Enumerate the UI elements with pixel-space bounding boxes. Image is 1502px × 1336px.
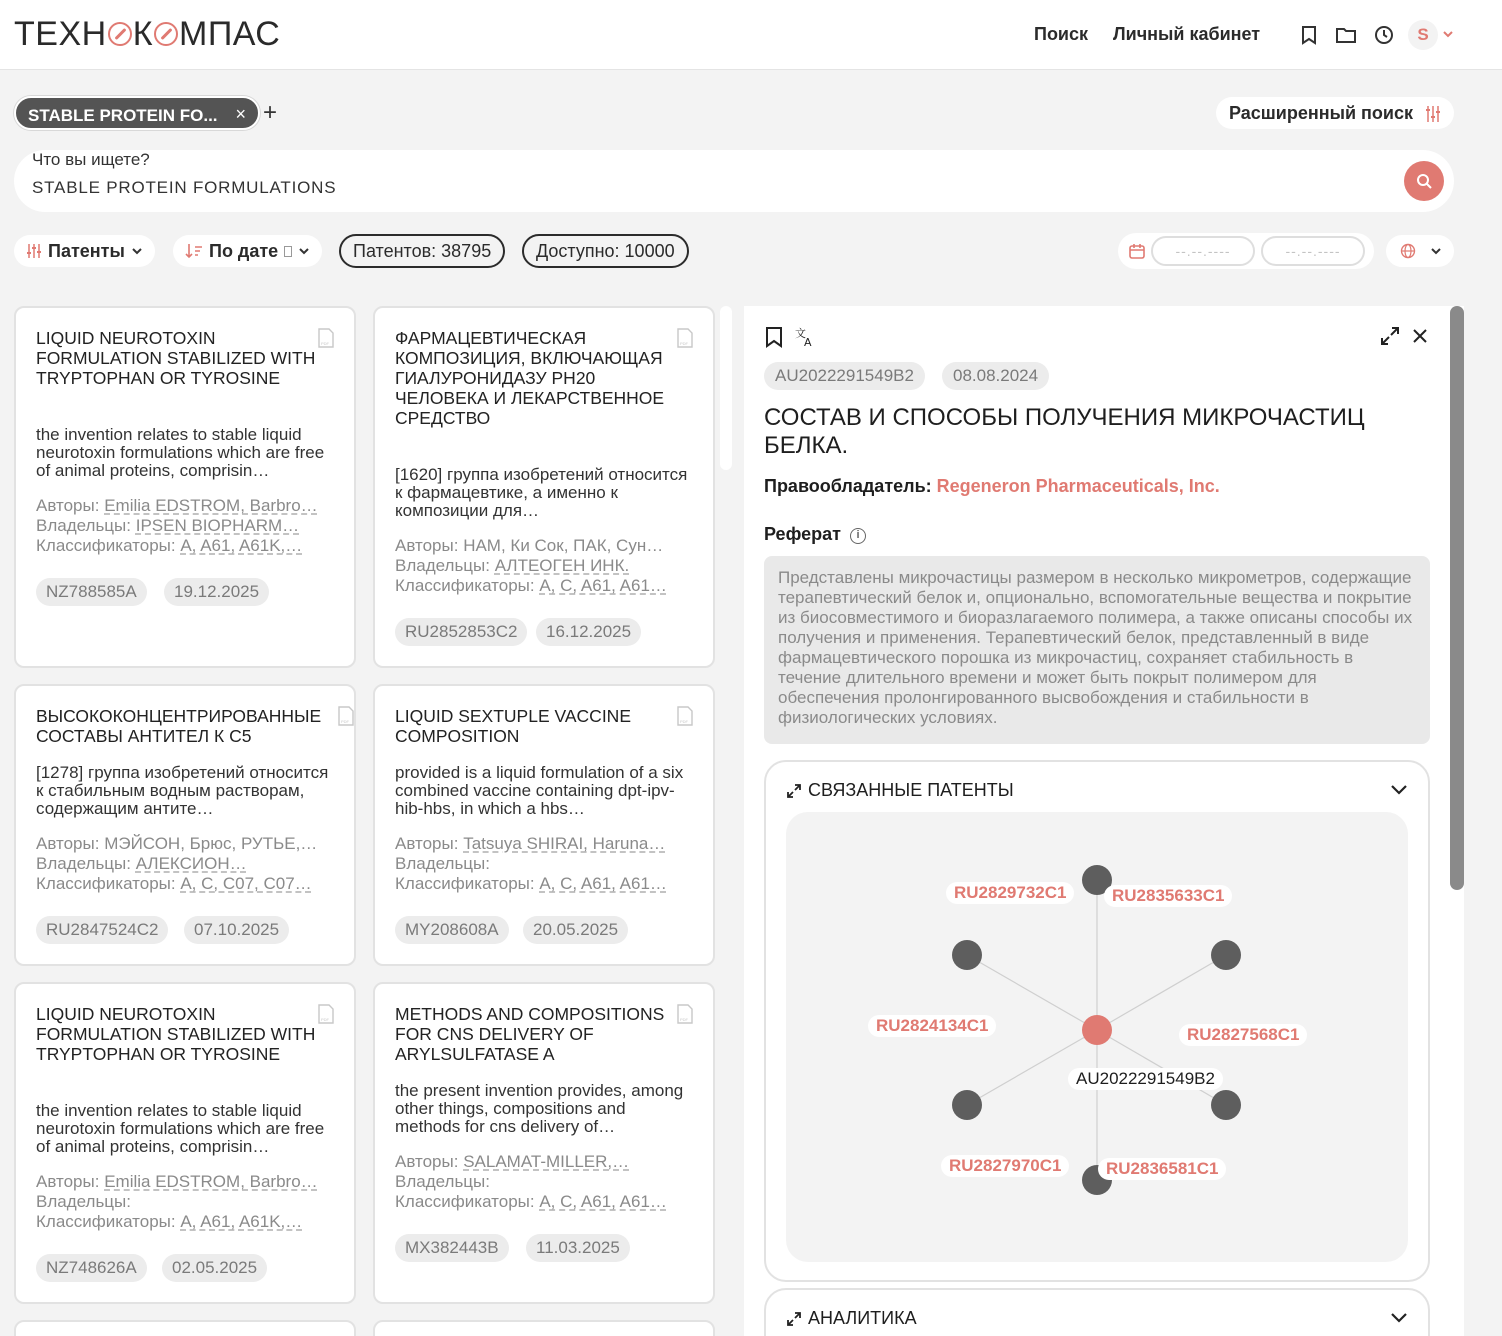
filters-icon (1424, 105, 1442, 123)
classifiers-value[interactable]: A, C, A61, A61… (539, 1192, 667, 1211)
card-owners (36, 1192, 336, 1212)
date-from-input[interactable]: --.--.---- (1151, 236, 1255, 266)
chevron-down-icon[interactable] (1390, 784, 1408, 796)
related-patents-title: СВЯЗАННЫЕ ПАТЕНТЫ (808, 780, 1014, 800)
sort-filter[interactable] (173, 235, 322, 267)
card-patent-id: MX382443B (395, 1234, 509, 1262)
date-to-input[interactable]: --.--.---- (1261, 236, 1365, 266)
graph-node-label[interactable]: RU2829732C1 (946, 882, 1074, 904)
search-input[interactable] (14, 150, 1454, 212)
translate-icon[interactable] (794, 326, 816, 348)
classifiers-label: Классификаторы: (36, 874, 176, 893)
patent-card[interactable] (14, 982, 356, 1304)
filters-icon (26, 243, 42, 259)
chevron-down-icon (131, 245, 143, 257)
authors-label: Авторы: (395, 834, 459, 853)
pdf-icon[interactable] (318, 328, 334, 348)
classifiers-value[interactable]: A, C, A61, A61… (539, 874, 667, 893)
card-authors (395, 834, 695, 854)
authors-value[interactable]: МЭЙСОН, Брюс, РУТЬЕ,… (104, 834, 318, 853)
sort-icon (185, 243, 203, 259)
authors-label: Авторы: (395, 1152, 459, 1171)
compass-icon (108, 22, 132, 46)
pdf-icon[interactable] (318, 1004, 334, 1024)
graph-node-label[interactable]: RU2827970C1 (941, 1155, 1069, 1177)
svg-text:PDF: PDF (680, 341, 688, 346)
owner-label: Правообладатель: (764, 476, 932, 496)
globe-icon (1400, 243, 1416, 259)
search-label: Что вы ищете? (32, 150, 150, 169)
card-patent-id: MY208608A (395, 916, 509, 944)
card-owners (395, 556, 695, 576)
card-classifiers (395, 576, 695, 596)
owners-value[interactable]: IPSEN BIOPHARM… (135, 516, 300, 535)
owners-label: Владельцы: (395, 556, 490, 575)
card-classifiers (36, 536, 336, 556)
graph-node[interactable] (952, 940, 982, 970)
authors-label: Авторы: (36, 834, 100, 853)
detail-patent-id: AU2022291549B2 (764, 362, 925, 390)
card-title[interactable]: LIQUID SEXTUPLE VACCINE COMPOSITION (395, 706, 631, 746)
svg-text:PDF: PDF (680, 719, 688, 724)
authors-value[interactable]: Tatsuya SHIRAI, Haruna… (463, 834, 666, 853)
info-icon[interactable]: i (850, 528, 866, 544)
card-authors (36, 834, 336, 854)
search-button[interactable] (1404, 161, 1444, 201)
graph-node-label[interactable]: RU2824134C1 (868, 1015, 996, 1037)
card-abstract: the invention relates to stable liquid neurotoxin formulations which are free of animal proteins, comprisin… (36, 1101, 325, 1156)
card-date: 02.05.2025 (162, 1254, 267, 1282)
owner-link[interactable]: Regeneron Pharmaceuticals, Inc. (936, 476, 1220, 496)
card-title[interactable]: LIQUID NEUROTOXIN FORMULATION STABILIZED WITH TRYPTOPHAN OR TYROSINE (36, 1004, 316, 1064)
authors-value[interactable]: SALAMAT-MILLER,… (463, 1152, 630, 1171)
graph-node-label[interactable]: RU2836581C1 (1098, 1158, 1226, 1180)
app-header (0, 0, 1502, 70)
compass-icon (154, 22, 178, 46)
search-icon (1415, 172, 1433, 190)
analytics-section (764, 1288, 1430, 1336)
classifiers-value[interactable]: A, A61, A61K,… (180, 1212, 303, 1231)
authors-label: Авторы: (395, 536, 459, 555)
card-authors (36, 1172, 336, 1192)
folder-icon[interactable] (1335, 24, 1357, 46)
type-filter[interactable] (14, 235, 155, 267)
classifiers-label: Классификаторы: (36, 536, 176, 555)
detail-date: 08.08.2024 (942, 362, 1049, 390)
classifiers-label: Классификаторы: (395, 1192, 535, 1211)
svg-text:PDF: PDF (680, 1017, 688, 1022)
pdf-icon[interactable] (338, 706, 354, 726)
authors-value[interactable]: НАМ, Ки Сок, ПАК, Сун… (463, 536, 664, 555)
card-owners (395, 854, 695, 874)
analytics-header[interactable] (786, 1308, 917, 1329)
date-range (1118, 233, 1374, 269)
card-owners (36, 516, 336, 536)
owners-label: Владельцы: (36, 854, 131, 873)
owners-value[interactable]: АЛТЕОГЕН ИНК. (494, 556, 630, 575)
query-tab[interactable] (14, 96, 260, 130)
graph-center-label[interactable]: AU2022291549B2 (1068, 1068, 1223, 1090)
card-title[interactable]: ВЫСОКОКОНЦЕНТРИРОВАННЫЕ СОСТАВЫ АНТИТЕЛ К С5 (36, 706, 322, 746)
patent-card[interactable] (14, 1320, 356, 1336)
close-icon[interactable] (1412, 328, 1428, 344)
patent-card[interactable] (373, 306, 715, 668)
detail-title: СОСТАВ И СПОСОБЫ ПОЛУЧЕНИЯ МИКРОЧАСТИЦ БЕЛКА. (764, 404, 1365, 459)
card-authors (395, 536, 695, 556)
search-value[interactable]: STABLE PROTEIN FORMULATIONS (32, 178, 337, 197)
nav-account[interactable]: Личный кабинет (1113, 24, 1261, 44)
graph-node-label[interactable]: RU2827568C1 (1179, 1024, 1307, 1046)
graph-edges (786, 812, 1408, 1262)
card-date: 07.10.2025 (184, 916, 289, 944)
abstract-heading: Реферат (764, 524, 841, 544)
patent-card[interactable] (14, 306, 356, 668)
close-icon[interactable]: × (235, 104, 246, 124)
available-count-badge: Доступно: 10000 (522, 234, 689, 268)
nav-search[interactable]: Поиск (1034, 24, 1089, 44)
classifiers-value[interactable]: A, A61, A61K,… (180, 536, 303, 555)
expand-icon (786, 1311, 802, 1327)
svg-text:PDF: PDF (321, 1017, 329, 1022)
card-abstract: [1620] группа изобретений относится к фармацевтике, а именно к композиции для… (395, 465, 688, 520)
avatar[interactable]: S (1408, 20, 1438, 50)
logo[interactable]: ТЕХН К МПАС (14, 15, 281, 53)
card-date: 11.03.2025 (526, 1234, 630, 1262)
chevron-down-icon (298, 245, 310, 257)
calendar-icon[interactable] (1129, 243, 1145, 259)
patent-card[interactable] (373, 684, 715, 966)
card-classifiers (395, 874, 695, 894)
card-patent-id: NZ788585A (36, 578, 147, 606)
card-date: 19.12.2025 (164, 578, 269, 606)
card-classifiers (36, 874, 336, 894)
card-abstract: provided is a liquid formulation of a six combined vaccine containing dpt-ipv-hib-hbs, in which a hbs… (395, 763, 684, 818)
card-patent-id: RU2852853C2 (395, 618, 527, 646)
authors-label: Авторы: (36, 1172, 100, 1191)
advanced-search-button[interactable] (1216, 97, 1454, 129)
patent-card[interactable] (14, 684, 356, 966)
sort-direction-icon (284, 246, 292, 257)
svg-text:A: A (804, 336, 812, 348)
authors-value[interactable]: Emilia EDSTROM, Barbro… (104, 496, 318, 515)
detail-owner (764, 476, 1220, 497)
card-title[interactable]: ФАРМАЦЕВТИЧЕСКАЯ КОМПОЗИЦИЯ, ВКЛЮЧАЮЩАЯ ГИАЛУРОНИДАЗУ PH20 ЧЕЛОВЕКА И ЛЕКАРСТВЕННОЕ СРЕДСТВО (395, 328, 665, 428)
classifiers-label: Классификаторы: (395, 576, 535, 595)
related-patents-section (764, 760, 1430, 1282)
patents-count-badge: Патентов: 38795 (339, 234, 505, 268)
card-date: 20.05.2025 (523, 916, 628, 944)
analytics-title: АНАЛИТИКА (808, 1308, 917, 1328)
card-authors (36, 496, 336, 516)
related-patents-header[interactable] (786, 780, 1014, 801)
classifiers-label: Классификаторы: (36, 1212, 176, 1231)
query-tab-label: STABLE PROTEIN FO... (28, 106, 218, 125)
card-title[interactable]: METHODS AND COMPOSITIONS FOR CNS DELIVERY OF ARYLSULFATASE A (395, 1004, 665, 1064)
patent-card[interactable] (373, 1320, 715, 1336)
card-title[interactable]: LIQUID NEUROTOXIN FORMULATION STABILIZED WITH TRYPTOPHAN OR TYROSINE (36, 328, 316, 388)
card-abstract: the invention relates to stable liquid neurotoxin formulations which are free of animal proteins, comprisin… (36, 425, 325, 480)
card-abstract: the present invention provides, among other things, compositions and methods for cns delivery of… (395, 1081, 684, 1136)
patent-card[interactable] (373, 982, 715, 1304)
advanced-search-label: Расширенный поиск (1229, 103, 1413, 123)
pdf-icon[interactable] (677, 328, 693, 348)
classifiers-value[interactable]: A, C, C07, C07… (180, 874, 312, 893)
bookmark-icon[interactable] (1298, 24, 1320, 46)
classifiers-label: Классификаторы: (395, 874, 535, 893)
expand-icon (786, 783, 802, 799)
owners-value[interactable]: АЛЕКСИОН… (135, 854, 247, 873)
results-scrollbar[interactable] (720, 306, 732, 470)
card-patent-id: RU2847524C2 (36, 916, 168, 944)
svg-text:文: 文 (795, 327, 806, 340)
detail-scrollbar[interactable] (1450, 306, 1464, 890)
card-classifiers (395, 1192, 695, 1212)
classifiers-value[interactable]: A, C, A61, A61… (539, 576, 667, 595)
card-owners (36, 854, 336, 874)
card-abstract: [1278] группа изобретений относится к стабильным водным растворам, содержащим антите… (36, 763, 329, 818)
graph-center-node[interactable] (1082, 1015, 1112, 1045)
graph-node[interactable] (1211, 940, 1241, 970)
pdf-icon[interactable] (677, 1004, 693, 1024)
owners-label: Владельцы: (36, 1192, 131, 1211)
card-date: 16.12.2025 (536, 618, 641, 646)
expand-icon[interactable] (1380, 326, 1400, 346)
card-classifiers (36, 1212, 336, 1232)
owners-label: Владельцы: (395, 854, 490, 873)
authors-value[interactable]: Emilia EDSTROM, Barbro… (104, 1172, 318, 1191)
graph-node-label[interactable]: RU2835633C1 (1104, 885, 1232, 907)
chevron-down-icon[interactable] (1442, 28, 1454, 40)
card-patent-id: NZ748626A (36, 1254, 147, 1282)
chevron-down-icon[interactable] (1390, 1312, 1408, 1324)
owners-label: Владельцы: (395, 1172, 490, 1191)
sort-filter-label: По дате (209, 240, 279, 261)
graph-node[interactable] (1211, 1090, 1241, 1120)
chevron-down-icon (1430, 245, 1442, 257)
type-filter-label: Патенты (48, 240, 125, 261)
svg-text:PDF: PDF (341, 719, 349, 724)
language-select[interactable] (1386, 235, 1454, 267)
owners-label: Владельцы: (36, 516, 131, 535)
history-icon[interactable] (1373, 24, 1395, 46)
patent-detail-panel (744, 306, 1464, 1336)
pdf-icon[interactable] (677, 706, 693, 726)
graph-node[interactable] (952, 1090, 982, 1120)
card-owners (395, 1172, 695, 1192)
svg-text:PDF: PDF (321, 341, 329, 346)
authors-label: Авторы: (36, 496, 100, 515)
bookmark-icon[interactable] (764, 326, 784, 348)
related-patents-graph (786, 812, 1408, 1262)
card-authors (395, 1152, 695, 1172)
add-tab-button[interactable]: + (263, 99, 278, 126)
abstract-text: Представлены микрочастицы размером в несколько микрометров, содержащие терапевтический белок и, опционально, вспомогательные вещества и покрытие из биосовместимого и биоразлагаемого полимера, а также описаны способы их получения и применения. Терапевтический белок, представленный в виде фармацевтического порошка из микрочастиц, сохраняет стабильность в течение длительного времени и может быть покрыт полимером для обеспечения пролонгированного высвобождения и стабильности в физиологических условиях. (764, 556, 1430, 744)
